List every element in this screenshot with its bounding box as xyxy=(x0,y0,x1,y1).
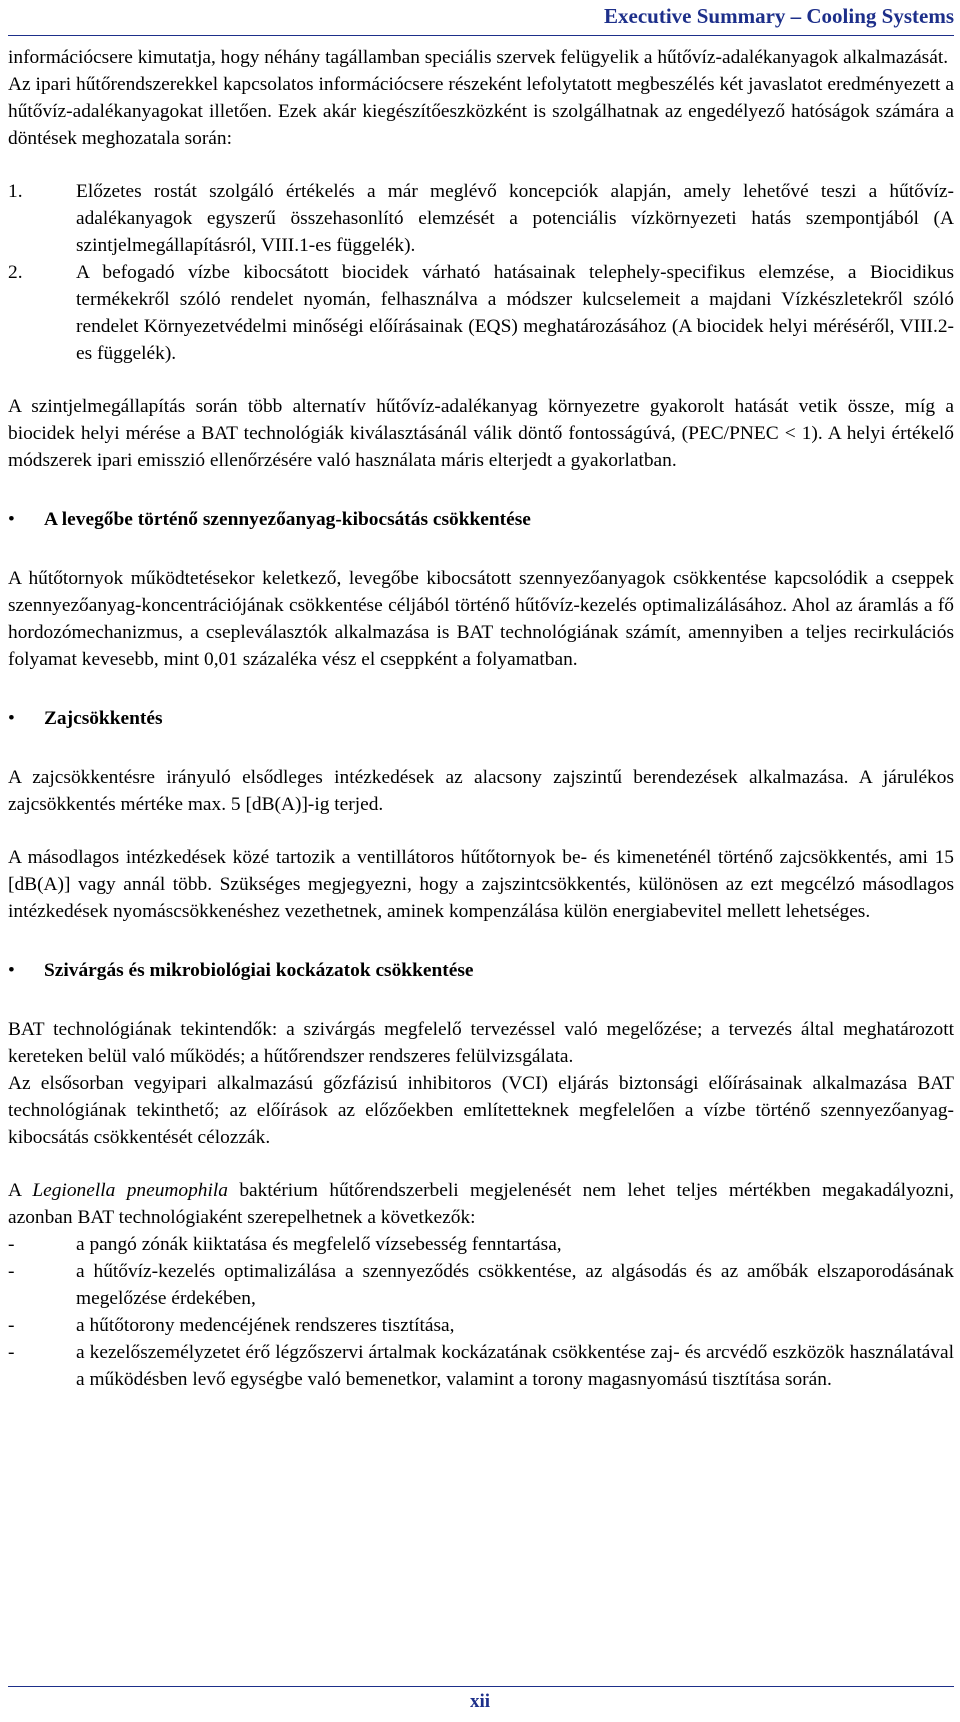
dash-list xyxy=(8,1231,954,1393)
dash-item-text: a pangó zónák kiiktatása és megfelelő vízsebesség fenntartása, xyxy=(76,1234,562,1255)
bullet-icon: • xyxy=(8,708,15,729)
dash-marker: - xyxy=(8,1261,15,1282)
level-setting-paragraph: A szintjelmegállapítás során több alternatív hűtővíz-adalékanyag környezetre gyakorolt hatását vetik össze, míg a biocidek helyi mérése a BAT technológiák kiválasztásánál válik döntő fontosságúvá, (PEC/PNEC < 1). A helyi értékelő módszerek ipari emisszió ellenőrzésére való használata máris elterjedt a gyakorlatban. xyxy=(8,396,954,471)
list-item-text: A befogadó vízbe kibocsátott biocidek várható hatásainak telephely-specifikus elemzése, a Biocidikus termékekről szóló rendelet nyomán, felhasználva a módszer kulcselemeit a majdani Vízkészletekről szóló rendelet Környezetvédelmi minőségi előírásainak (EQS) meghatározásához (A biocidek helyi méréséről, VIII.2-es függelék). xyxy=(76,262,954,364)
section-heading-text: Zajcsökkentés xyxy=(44,708,163,729)
legionella-text: baktérium hűtőrendszerbeli megjelenését nem lehet teljes mértékben megakadályozni, azonban BAT technológiaként szerepelhetnek a következők: xyxy=(8,1180,955,1228)
bullet-icon: • xyxy=(8,960,15,981)
section-heading-text: A levegőbe történő szennyezőanyag-kibocsátás csökkentése xyxy=(44,509,531,530)
bullet-icon: • xyxy=(8,509,15,530)
dash-list-item xyxy=(8,1258,954,1312)
dash-marker: - xyxy=(8,1234,15,1255)
dash-item-text: a hűtőtorony medencéjének rendszeres tisztítása, xyxy=(76,1315,455,1336)
numbered-list-item xyxy=(8,259,954,367)
legionella-species-name: Legionella pneumophila xyxy=(32,1180,228,1201)
dash-marker: - xyxy=(8,1315,15,1336)
dash-item-text: a kezelőszemélyzetet érő légzőszervi ártalmak kockázatának csökkentése zaj- és arcvédő eszközök használatával a működésben levő egységbe való bemenetkor, valamint a torony magasnyomású tisztítása során. xyxy=(76,1342,954,1390)
dash-list-item xyxy=(8,1312,954,1339)
air-paragraph: A hűtőtornyok működtetésekor keletkező, levegőbe kibocsátott szennyezőanyagok csökkentése kapcsolódik a cseppek szennyezőanyag-koncentrációjának csökkentése céljából történő hűtővíz-kezelés optimalizálásához. Ahol az áramlás a fő hordozómechanizmus, a csepleválasztók alkalmazása is BAT technológiának számít, amennyiben a teljes recirkulációs folyamat kevesebb, mint 0,01 százaléka vész el cseppként a folyamatban. xyxy=(8,568,954,670)
intro-paragraph-1: információcsere kimutatja, hogy néhány tagállamban speciális szervek felügyelik a hűtővíz-adalékanyagok alkalmazását. xyxy=(8,47,949,68)
list-number: 1. xyxy=(8,181,23,202)
list-item-text: Előzetes rostát szolgáló értékelés a már meglévő koncepciók alapján, amely lehetővé teszi a hűtővíz-adalékanyagok egyszerű összehasonlító elemzését a potenciális vízkörnyezeti hatás szempontjából (A szintjelmegállapításról, VIII.1-es függelék). xyxy=(76,181,954,256)
noise-paragraph-2: A másodlagos intézkedések közé tartozik a ventillátoros hűtőtornyok be- és kimeneténél történő zajcsökkentés, ami 15 [dB(A)] vagy annál több. Szükséges megjegyezni, hogy a zajszintcsökkentés, különösen az ezt megcélzó másodlagos intézkedések nyomáscsökkenéshez vezethetnek, aminek kompenzálása külön energiabevitel mellett lehetséges. xyxy=(8,847,954,922)
dash-list-item xyxy=(8,1339,954,1393)
noise-paragraph-1: A zajcsökkentésre irányuló elsődleges intézkedések az alacsony zajszintű berendezések alkalmazása. A járulékos zajcsökkentés mértéke max. 5 [dB(A)]-ig terjed. xyxy=(8,767,954,815)
page-number: xii xyxy=(469,1691,491,1712)
legionella-paragraph xyxy=(8,1177,954,1231)
footer-rule xyxy=(8,1686,954,1687)
section-heading-noise xyxy=(8,705,954,732)
section-heading-leak xyxy=(8,957,954,984)
leak-paragraph-1: BAT technológiának tekintendők: a szivárgás megfelelő tervezéssel való megelőzése; a tervezés által meghatározott kereteken belül való működés; a hűtőrendszer rendszeres felülvizsgálata. xyxy=(8,1019,954,1067)
numbered-list-item xyxy=(8,178,954,259)
intro-paragraph-2: Az ipari hűtőrendszerekkel kapcsolatos információcsere részeként lefolytatott megbeszélés két javaslatot eredményezett a hűtővíz-adalékanyagokat illetően. Ezek akár kiegészítőeszközként is szolgálhatnak az engedélyező hatóságok számára a döntések meghozatala során: xyxy=(8,74,954,149)
section-heading-air xyxy=(8,506,954,533)
numbered-list xyxy=(8,178,954,367)
section-heading-text: Szivárgás és mikrobiológiai kockázatok csökkentése xyxy=(44,960,474,981)
running-header: Executive Summary – Cooling Systems xyxy=(604,4,954,28)
page-content xyxy=(8,44,954,1393)
header-rule xyxy=(8,35,954,36)
leak-paragraph-2: Az elsősorban vegyipari alkalmazású gőzfázisú inhibitoros (VCI) eljárás biztonsági előírásainak alkalmazása BAT technológiának tekinthető; az előírások az előzőekben említetteknek megfelelően a vízbe történő szennyezőanyag-kibocsátás csökkentését célozzák. xyxy=(8,1073,954,1148)
list-number: 2. xyxy=(8,262,23,283)
dash-marker: - xyxy=(8,1342,15,1363)
dash-list-item xyxy=(8,1231,954,1258)
legionella-prefix: A xyxy=(8,1180,33,1201)
dash-item-text: a hűtővíz-kezelés optimalizálása a szennyeződés csökkentése, az algásodás és az amőbák elszaporodásának megelőzése érdekében, xyxy=(76,1261,954,1309)
